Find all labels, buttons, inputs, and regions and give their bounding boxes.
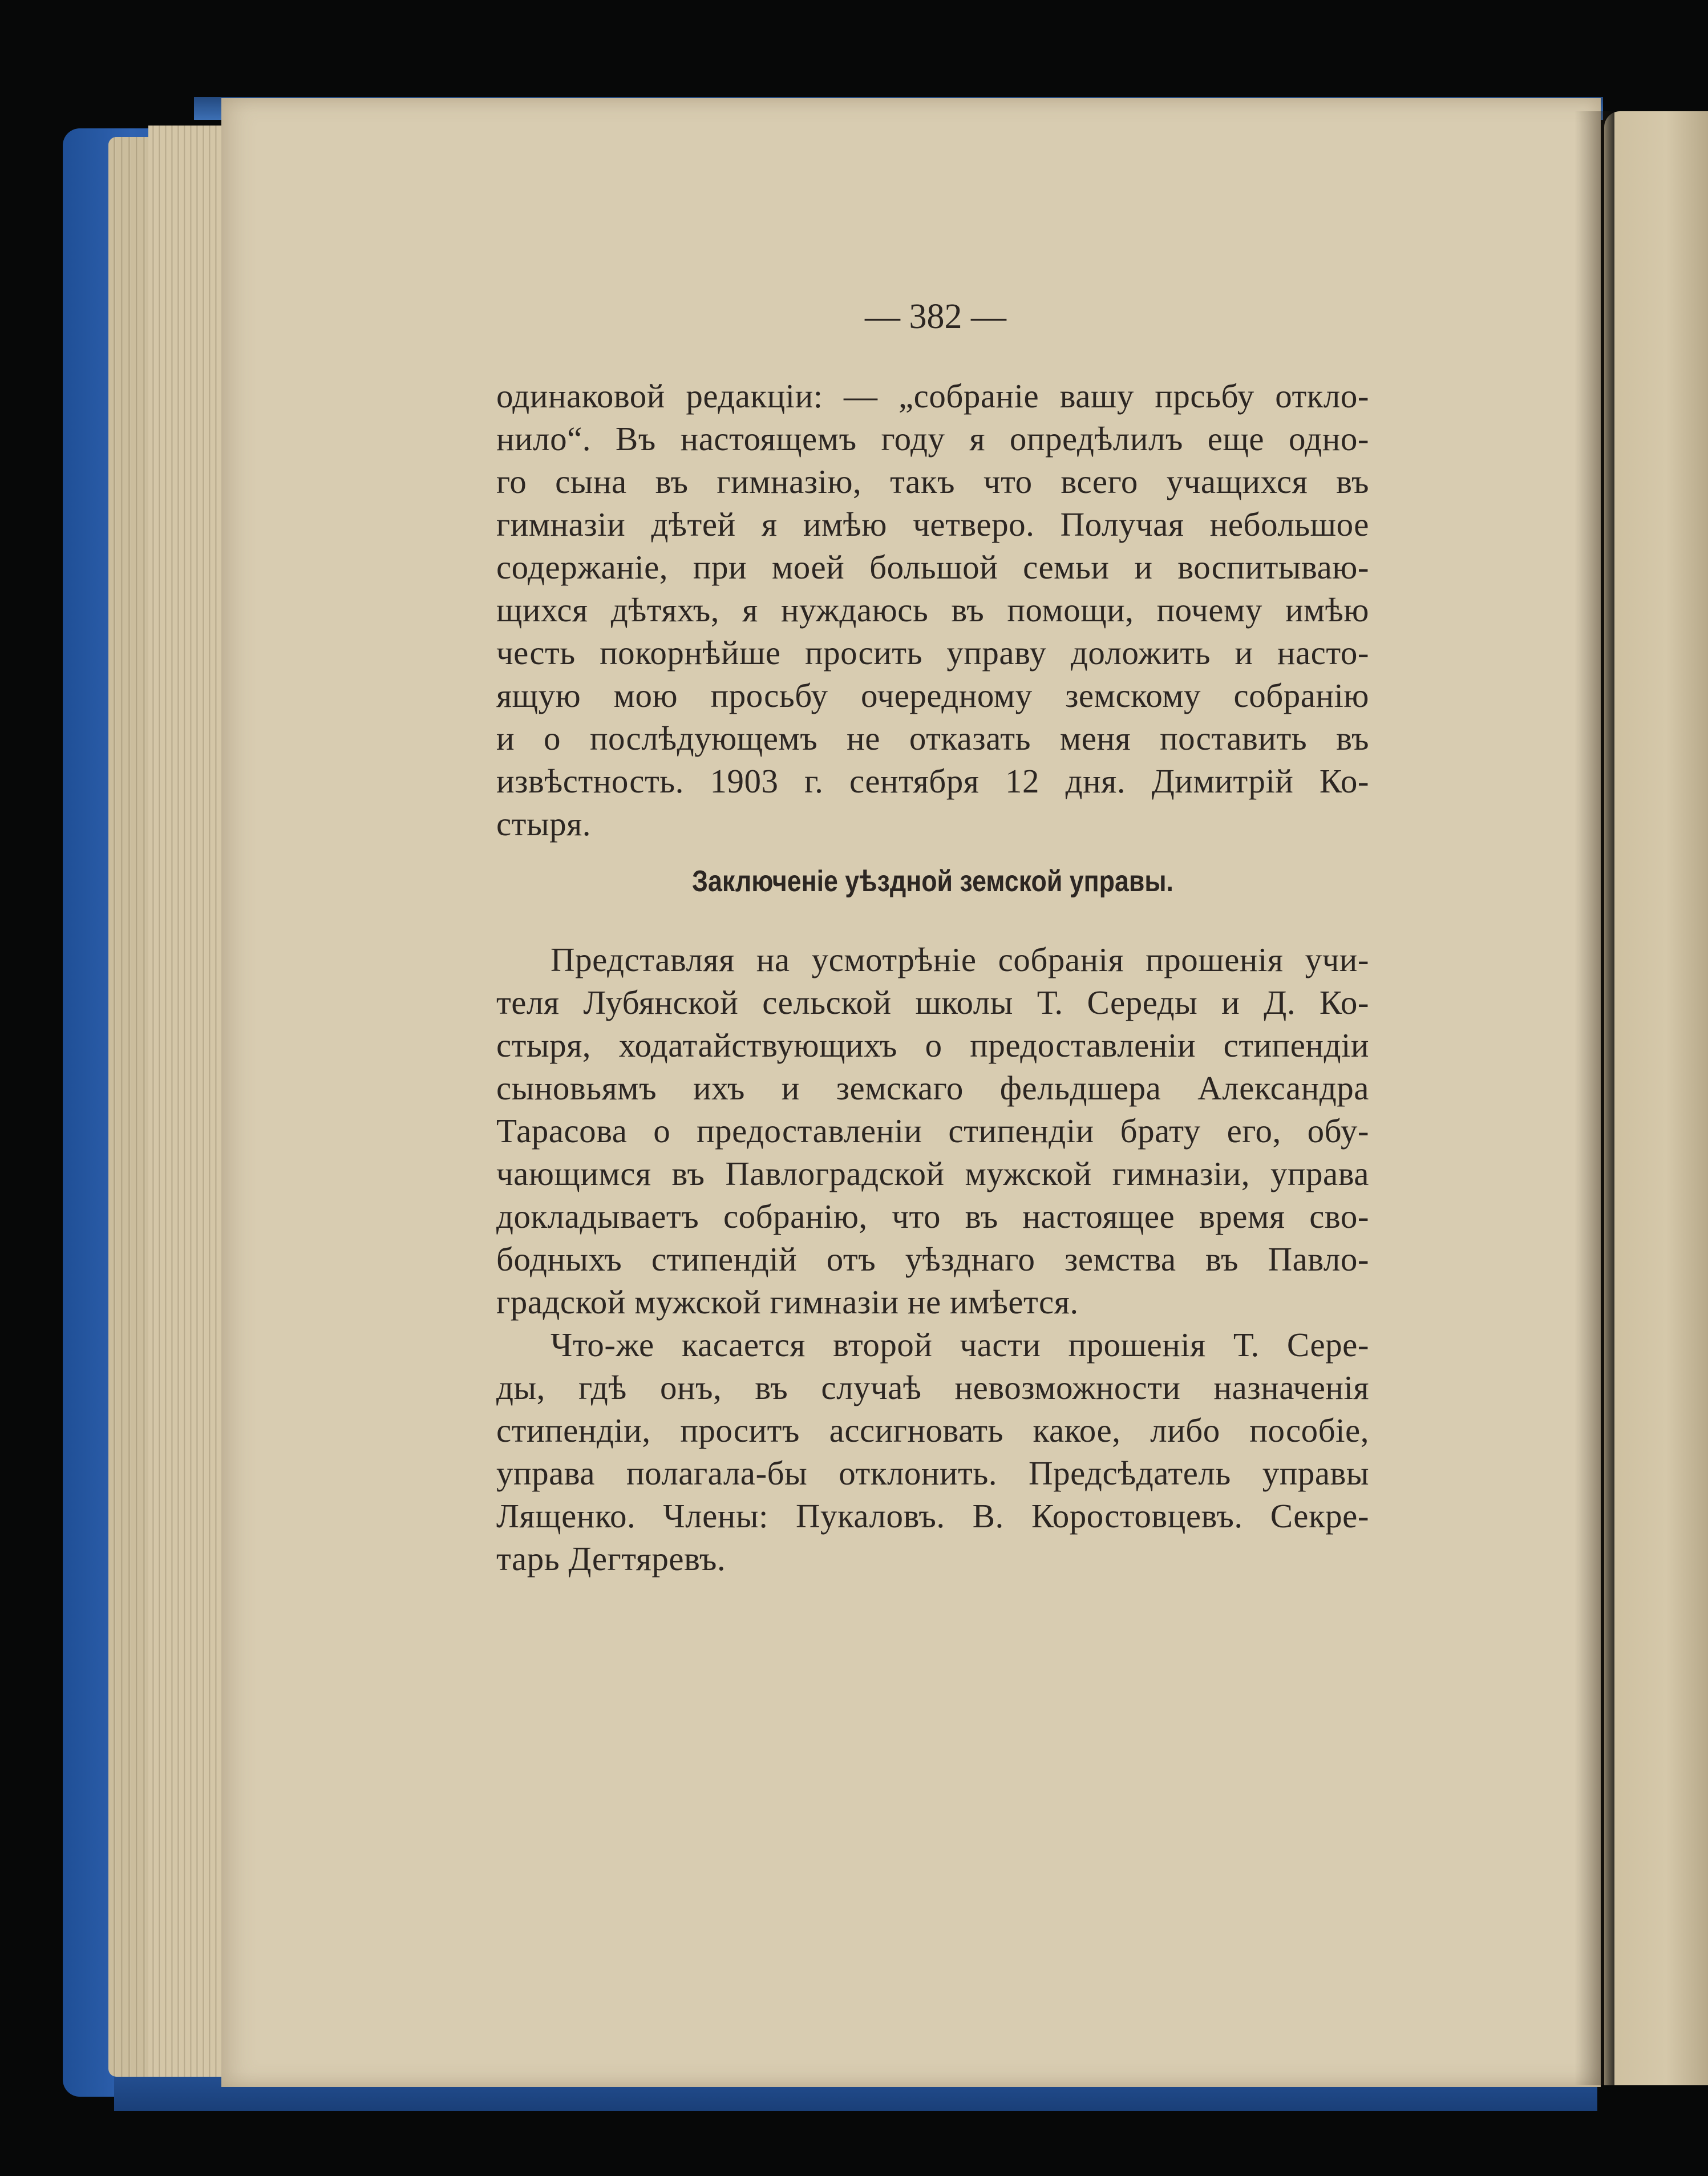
text-line: честь покорнѣйше просить управу доложить и насто- <box>496 634 1369 672</box>
page-edges-inner <box>148 126 228 2077</box>
text-line: управа полагала-бы отклонить. Предсѣдатель управы <box>496 1454 1369 1492</box>
text-line: докладываетъ собранію, что въ настоящее время сво- <box>496 1198 1369 1235</box>
section-heading: Заключеніе уѣздной земской управы. <box>692 865 1173 898</box>
text-line: Тарасова о предоставленіи стипендіи брату его, обу- <box>496 1112 1369 1150</box>
text-line: теля Лубянской сельской школы Т. Середы и Д. Ко- <box>496 984 1369 1021</box>
text-line: сыновьямъ ихъ и земскаго фельдшера Александра <box>496 1069 1369 1107</box>
text-line: щихся дѣтяхъ, я нуждаюсь въ помощи, почему имѣю <box>496 591 1369 629</box>
text-line: Лященко. Члены: Пукаловъ. В. Коростовцевъ. Секре- <box>496 1497 1369 1535</box>
text-line: одинаковой редакціи: — „собраніе вашу прсьбу откло- <box>496 377 1369 415</box>
text-line: го сына въ гимназію, такъ что всего учащихся въ <box>496 463 1369 500</box>
text-line: стыря. <box>496 805 591 843</box>
next-page-edge <box>1604 111 1708 2085</box>
text-line: извѣстность. 1903 г. сентября 12 дня. Димитрій Ко- <box>496 762 1369 800</box>
text-line: ящую мою просьбу очередному земскому собранію <box>496 677 1369 714</box>
page-number: — 382 — <box>865 297 1006 336</box>
text-line: Представляя на усмотрѣніе собранія прошенія учи- <box>551 941 1369 978</box>
text-line: градской мужской гимназіи не имѣется. <box>496 1283 1079 1321</box>
text-line: и о послѣдующемъ не отказать меня поставить въ <box>496 719 1369 757</box>
text-line: нило“. Въ настоящемъ году я опредѣлилъ еще одно- <box>496 420 1369 458</box>
spine-shadow <box>1575 111 1614 2085</box>
text-line: тарь Дегтяревъ. <box>496 1540 726 1578</box>
text-line: гимназіи дѣтей я имѣю четверо. Получая небольшое <box>496 505 1369 543</box>
text-line: стипендіи, проситъ ассигновать какое, либо пособіе, <box>496 1411 1369 1449</box>
text-line: бодныхъ стипендій отъ уѣзднаго земства въ Павло- <box>496 1240 1369 1278</box>
text-line: ды, гдѣ онъ, въ случаѣ невозможности назначенія <box>496 1369 1369 1406</box>
text-line: содержаніе, при моей большой семьи и воспитываю- <box>496 548 1369 586</box>
text-line: стыря, ходатайствующихъ о предоставленіи стипендіи <box>496 1026 1369 1064</box>
text-line: чающимся въ Павлоградской мужской гимназіи, управа <box>496 1155 1369 1192</box>
text-line: Что-же касается второй части прошенія Т. Сере- <box>551 1326 1369 1364</box>
